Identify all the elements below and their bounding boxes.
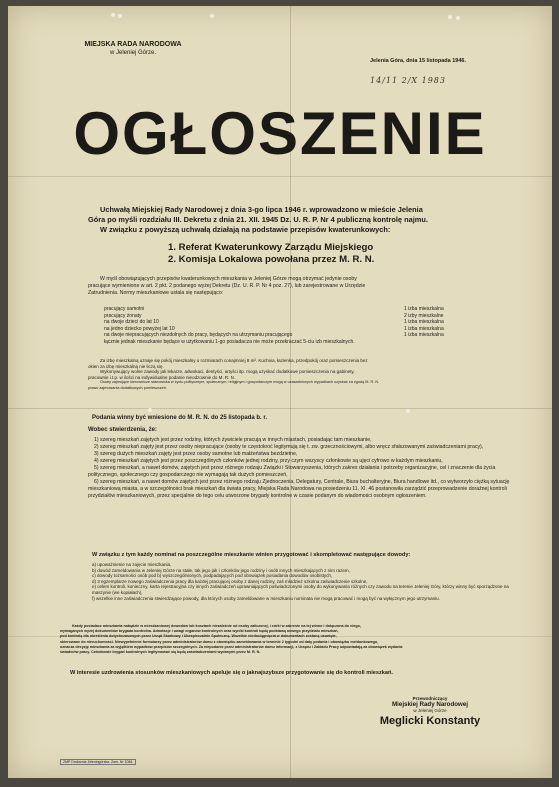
dateline: Jelenia Góra, dnia 15 listopada 1946. [370,58,466,64]
finding-item: 1) szereg mieszkań zajętych jest przez rodziny, których żywiciele pracują w innych miastach, posiadając tam mieszkanie, [94,437,372,443]
signature-block [360,696,500,727]
norm-who: na dwoje niepracujących niezdolnych do pracy, będących na utrzymaniu pracującego [104,332,293,339]
closing-small-print [60,624,510,655]
norms-after [88,358,518,392]
finding-item: 3) szereg dużych mieszkań zajęty jest przez osoby samotne lub małżeństwa bezdzietne, [94,451,298,457]
pin-hole [210,14,214,18]
signature-name: Meglicki Konstanty [379,715,481,727]
closing-appeal: W interesie uzdrowienia stosunków mieszkaniowych apeluje się o jaknajszybsze przygotowanie się do kontroli mieszkań. [70,670,393,676]
norm-who: na jedno dziecko powyżej lat 10 [104,325,175,332]
room-norm-row [104,306,444,313]
handwritten-note: 14/11 2/X 1983 [370,76,446,85]
issuer-place: w Jeleniej Górze. [109,50,157,56]
fold-line-horizontal [8,408,552,409]
norm-rooms: 1 izba mieszkalna [404,319,444,326]
closing-small-line: skierowane do nieruchomości. Niewypełnienie formularzy przez administratorów domu z obowiązku zameldowania w terminie 2 tygodni od daty podania i obowiązku meldunkowego, [60,639,379,644]
intro-line: Uchwałą Miejskiej Rady Narodowej z dnia 3-go lipca 1946 r. wprowadzono w mieście Jelenia [100,205,423,214]
norms-intro [88,276,508,297]
issuer-block [68,40,198,58]
norm-who: na dwoje dzieci do lat 10 [104,319,159,326]
intro-paragraph [88,205,488,235]
norm-who: łącznie jednak mieszkanie będące w użytkowaniu 1-go posiadacza nie może przekraczać 5-ciu izb mieszkalnych. [104,338,355,345]
norms-after-line: okien za izbę mieszkalną nie liczą się. [88,363,164,369]
poster-title: OGŁOSZENIE [73,100,487,167]
norm-who: pracujący samotni [104,306,145,312]
office-item: 2. Komisja Lokalowa powołana przez M. R. N. [168,254,375,265]
room-norm-row [104,313,444,320]
intro-line: Góra po myśli rozdziału III. Dekretu z dnia 21. XII. 1945 Dz. U. R. P. Nr 4 publiczną kontrolę najmu. [88,215,428,224]
room-norm-row [104,319,444,326]
norms-after-line: Za izbę mieszkalną uznaje się pokój mieszkalny o rozmiarach conajmniej 8 m². Kuchnia, łazienka, przedpokój oraz pomieszczenia bez [100,358,368,363]
finding-item: 2) szereg mieszkań zajęty jest przez osoby niepracujące (osoby te częstokroć legitymują się t. zw. grzecznościowymi, albo wręcz sfałszowanymi zaświadczeniami pracy), [94,444,484,450]
required-item: b) dowód zameldowania w Jeleniej Górze na stałe, tak jego jak i członków jego rodziny i osób innych mieszkających z nim razem, [92,567,350,573]
pin-hole [148,408,152,412]
required-list [92,562,512,601]
closing-small-line: wymaganych wyżej dokumentów brygada kontrolna. Adnotacje i uwagi organów kontrolnych oraz wyniki kontroli będą podstawą nowego przydziału mieszkań, [60,629,339,634]
norms-line: W myśl obowiązujących przepisów kwaterunkowych mieszkania w Jeleniej Górze mogą otrzymać jedynie osoby [100,276,357,282]
signature-place: w Jeleniej Górze [413,708,447,713]
finding-item: 5) szereg mieszkań, a nawet domów, zajętych jest przez różnego rodzaju Związki i Stowarzyszenia, których zakres działania i potrzeby organizacyjne, cel i znaczenie dla życia politycznego, społecznego czy gospodarczego nie wymagają tak dużych pomieszczeń, [88,465,496,478]
norm-rooms: 2 izby mieszkalne [404,312,444,319]
room-norms-table [104,306,444,346]
pin-hole [118,14,122,18]
norms-after-line: prawo zajmowania dodatkowych pomieszczeń. [88,385,167,390]
required-item: e) celem kontroli, konieczny, karta rejestracyjna czy innych zaświadczeń uprawniających poświadczonymi osoby do wykonywania różnych czy zawodu na terenie Jeleniej Góry, którzy winny być sporządzone na maszynie (we kopiałach), [92,584,509,595]
closing-small-line: oznacza decyzję mieszkania za wyjątkiem wypadków przepisów szczególnych. Za niepodanie przez administratorów domu informacji, z Urzędu i Zakładu Pracy odpowiadają za obowiązek wydania [60,644,403,649]
room-norm-row [104,339,444,346]
required-item: a) upoważnienie na zajęcie mieszkania, [92,562,172,567]
required-item: d) 3 egzemplarze nowego zaświadczenia pracy dla każdej pracującej osoby z danej rodziny, zaś młodzież szkolna zaświadczenie szkolne, [92,578,368,584]
printer-note: ZMP Drukarnia Jeleniogórska. Zam. Nr 1084. [60,759,136,765]
findings-list [88,437,513,500]
pin-hole [111,13,115,17]
closing-small-line: świadectw pracy. Członkowie brygad kontrolnych legitymować się będą zaświadczeniami wydanymi przez M. R. N. [60,650,261,655]
required-heading: W związku z tym każdy nominat na poszczególne mieszkanie winien przygotować i skompletować następujące dowody: [92,552,411,558]
norm-rooms: 1 izba mieszkalna [404,306,444,312]
finding-item: 6) szereg mieszkań, a nawet domów zajętych jest przez różnego rodzaju Zjednoczenia, Delegatury, Centrale, Biura buchalteryjne, Biura handlowe itd., co wytworzyło ciężką sytuację mieszkaniową miasta, a w szczególności brak mieszkań dla świata pracy, Miejska Rada Narodowa na posiedzeniu 11. XI. 46 postanowiła zarządzić przeprowadzenie doraźnej kontroli przydziałów mieszkaniowych, przez specjalnie do tego celu utworzone brygady kontrolne w czasie podanym do wiadomości osobnym ogłoszeniem. [88,479,510,499]
fold-line-horizontal [8,176,552,177]
norms-line: pracujące wymienione w art. 2 pkt. 2 podanego wyżej Dekretu (Dz. U. R. P. Nr 4 poz. 27), lub zarejestrowane w Urzędzie [88,283,366,289]
office-item: 1. Referat Kwaterunkowy Zarządu Miejskiego [168,242,374,253]
offices-list [168,242,374,266]
signature-role: Przewodniczący [412,696,448,701]
pin-hole [406,409,410,413]
finding-item: 4) szereg mieszkań zajętych jest przez poszczególnych członków jednej rodziny, przy czym wszyscy członkowie są ujęci cyfrowo w każdym mieszkaniu, [94,458,443,464]
closing-small-line: pod kontrolą dla określenia dotychczasowych przez Urząd Skarbowy i Ubezpieczalnie Społeczną. Wszelkie niedociągnięcia w dokumentach zostaną usunięte, [60,634,337,639]
norm-rooms: 1 izba mieszkalna [404,325,444,332]
norms-after-line: Osoby zajmujące kierownicze stanowiska w życiu politycznym, społecznym, religijnym i gospodarczym mogą w uzasadnionych wypadkach uzyskać za zgodą M. R. N. [100,380,380,385]
room-norm-row [104,326,444,333]
issuer-name: MIEJSKA RADA NARODOWA [84,41,182,48]
norms-after-line: pracownie i.t.p. w ilości na indywidualne podanie nieodzownie do M. R. N. [88,374,236,380]
signature-org: Miejskiej Rady Narodowej [392,701,468,708]
deadline-notice: Podania winny być wniesione do M. R. N. do 25 listopada b. r. [92,415,268,421]
intro-line: W związku z powyższą uchwałą działają na podstawie przepisów kwaterunkowych: [100,225,391,234]
poster-sheet [8,6,552,778]
findings-heading: Wobec stwierdzenia, że: [88,427,157,433]
norm-rooms: 1 izba mieszkalna [404,332,444,339]
norm-who: pracujący żonaty [104,312,142,319]
norms-after-line: Wykonywujący wolne zawody jak lekarze, adwokaci, dentyści, artyści itp. mogą uzyskać dodatkowe pomieszczenia na gabinety, [100,369,355,375]
pin-hole [456,16,460,20]
required-item: c) dowody tożsamości osób pod b) wyszczególnionych, podpadających pod obowiązek posiadania dowodów osobistych, [92,573,333,579]
norms-line: Zatrudnienia. Normy mieszkaniowe ustala się następująco: [88,290,224,296]
room-norm-row [104,332,444,339]
closing-small-line: Każdy posiadacz mieszkania nabędzie w mieszkaniowej dowodów lub kosztach niezależnie od osoby zaliczonej, i córki w zakresie na tej winno i dołączona do niego, [72,624,361,628]
pin-hole [448,15,452,19]
required-item: f) wszelkie inne zaświadczenia stwierdzające powody, dla których osoby zameldowane w mieszkaniu nominata nie mogą pracować i mogą być na wyłącznym jego utrzymaniu. [92,595,440,601]
